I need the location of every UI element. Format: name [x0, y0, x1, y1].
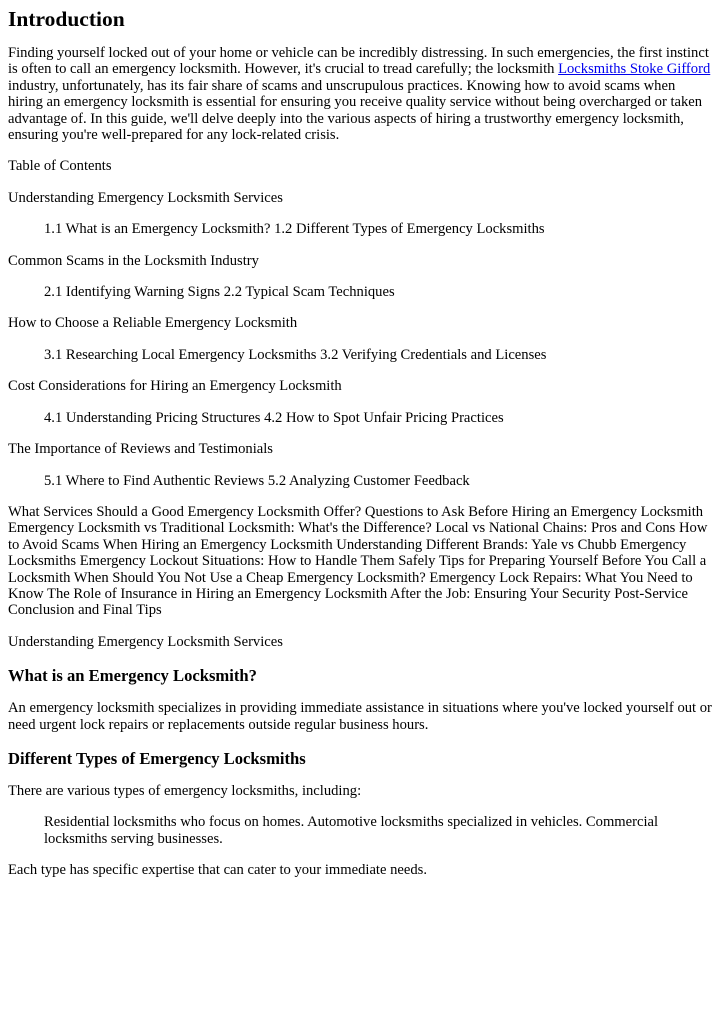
- toc-section-4-title: Cost Considerations for Hiring an Emergency Locksmith: [8, 378, 342, 395]
- toc-section-5-title: The Importance of Reviews and Testimonials: [8, 441, 273, 458]
- toc-section-5-sub: 5.1 Where to Find Authentic Reviews 5.2 Analyzing Customer Feedback: [44, 472, 470, 489]
- locksmiths-stoke-gifford-link[interactable]: Locksmiths Stoke Gifford: [558, 61, 711, 78]
- types-list: Residential locksmiths who focus on homes. Automotive locksmiths specialized in vehicles. Commercial locksmiths serving businesses.: [44, 814, 659, 847]
- intro-text-before-link: Finding yourself locked out of your home or vehicle can be incredibly distressing. In such emergencies, the first instinct is often to call an emergency locksmith. However, it's crucial to tread carefully; the locksmith: [8, 45, 709, 78]
- types-intro-paragraph: There are various types of emergency locksmiths, including:: [8, 782, 362, 799]
- toc-section-1-title: Understanding Emergency Locksmith Services: [8, 189, 283, 206]
- toc-section-4-sub: 4.1 Understanding Pricing Structures 4.2 How to Spot Unfair Pricing Practices: [44, 409, 504, 426]
- what-is-paragraph: An emergency locksmith specializes in providing immediate assistance in situations where you've locked yourself out or need urgent lock repairs or replacements outside regular business hours.: [8, 700, 712, 733]
- toc-section-2-title: Common Scams in the Locksmith Industry: [8, 252, 259, 269]
- toc-section-1-sub: 1.1 What is an Emergency Locksmith? 1.2 Different Types of Emergency Locksmiths: [44, 221, 545, 238]
- toc-section-2-sub: 2.1 Identifying Warning Signs 2.2 Typical Scam Techniques: [44, 284, 395, 301]
- section-1-label: Understanding Emergency Locksmith Services: [8, 633, 283, 650]
- intro-heading: Introduction: [8, 7, 125, 31]
- toc-more-topics: What Services Should a Good Emergency Locksmith Offer? Questions to Ask Before Hiring an Emergency Locksmith Emergency Locksmith vs Traditional Locksmith: What's the Difference? Local vs National Chains: Pros and Cons How to Avoid Scams When Hiring an Emergency Locksmith Understanding Different Brands: Yale vs Chubb Emergency Locksmiths Emergency Lockout Situations: How to Handle Them Safely Tips for Preparing Yourself Before You Call a Locksmith When Should You Not Use a Cheap Emergency Locksmith? Emergency Lock Repairs: What You Need to Know The Role of Insurance in Hiring an Emergency Locksmith After the Job: Ensuring Your Security Post-Service Conclusion and Final Tips: [8, 503, 708, 619]
- toc-section-3-title: How to Choose a Reliable Emergency Locksmith: [8, 315, 298, 332]
- toc-section-3-sub: 3.1 Researching Local Emergency Locksmiths 3.2 Verifying Credentials and Licenses: [44, 346, 547, 363]
- intro-paragraph: [8, 45, 712, 143]
- types-closing-paragraph: Each type has specific expertise that can cater to your immediate needs.: [8, 862, 427, 879]
- what-is-heading: What is an Emergency Locksmith?: [8, 666, 257, 686]
- intro-text-after-link: industry, unfortunately, has its fair share of scams and unscrupulous practices. Knowing how to avoid scams when hiring an emergency locksmith is essential for ensuring you receive quality service without being overcharged or taken advantage of. In this guide, we'll delve deeply into the various aspects of hiring a trustworthy emergency locksmith, ensuring you're well-prepared for any lock-related crisis.: [8, 77, 703, 144]
- article: [0, 7, 720, 879]
- types-heading: Different Types of Emergency Locksmiths: [8, 748, 306, 768]
- toc-title: Table of Contents: [8, 158, 112, 175]
